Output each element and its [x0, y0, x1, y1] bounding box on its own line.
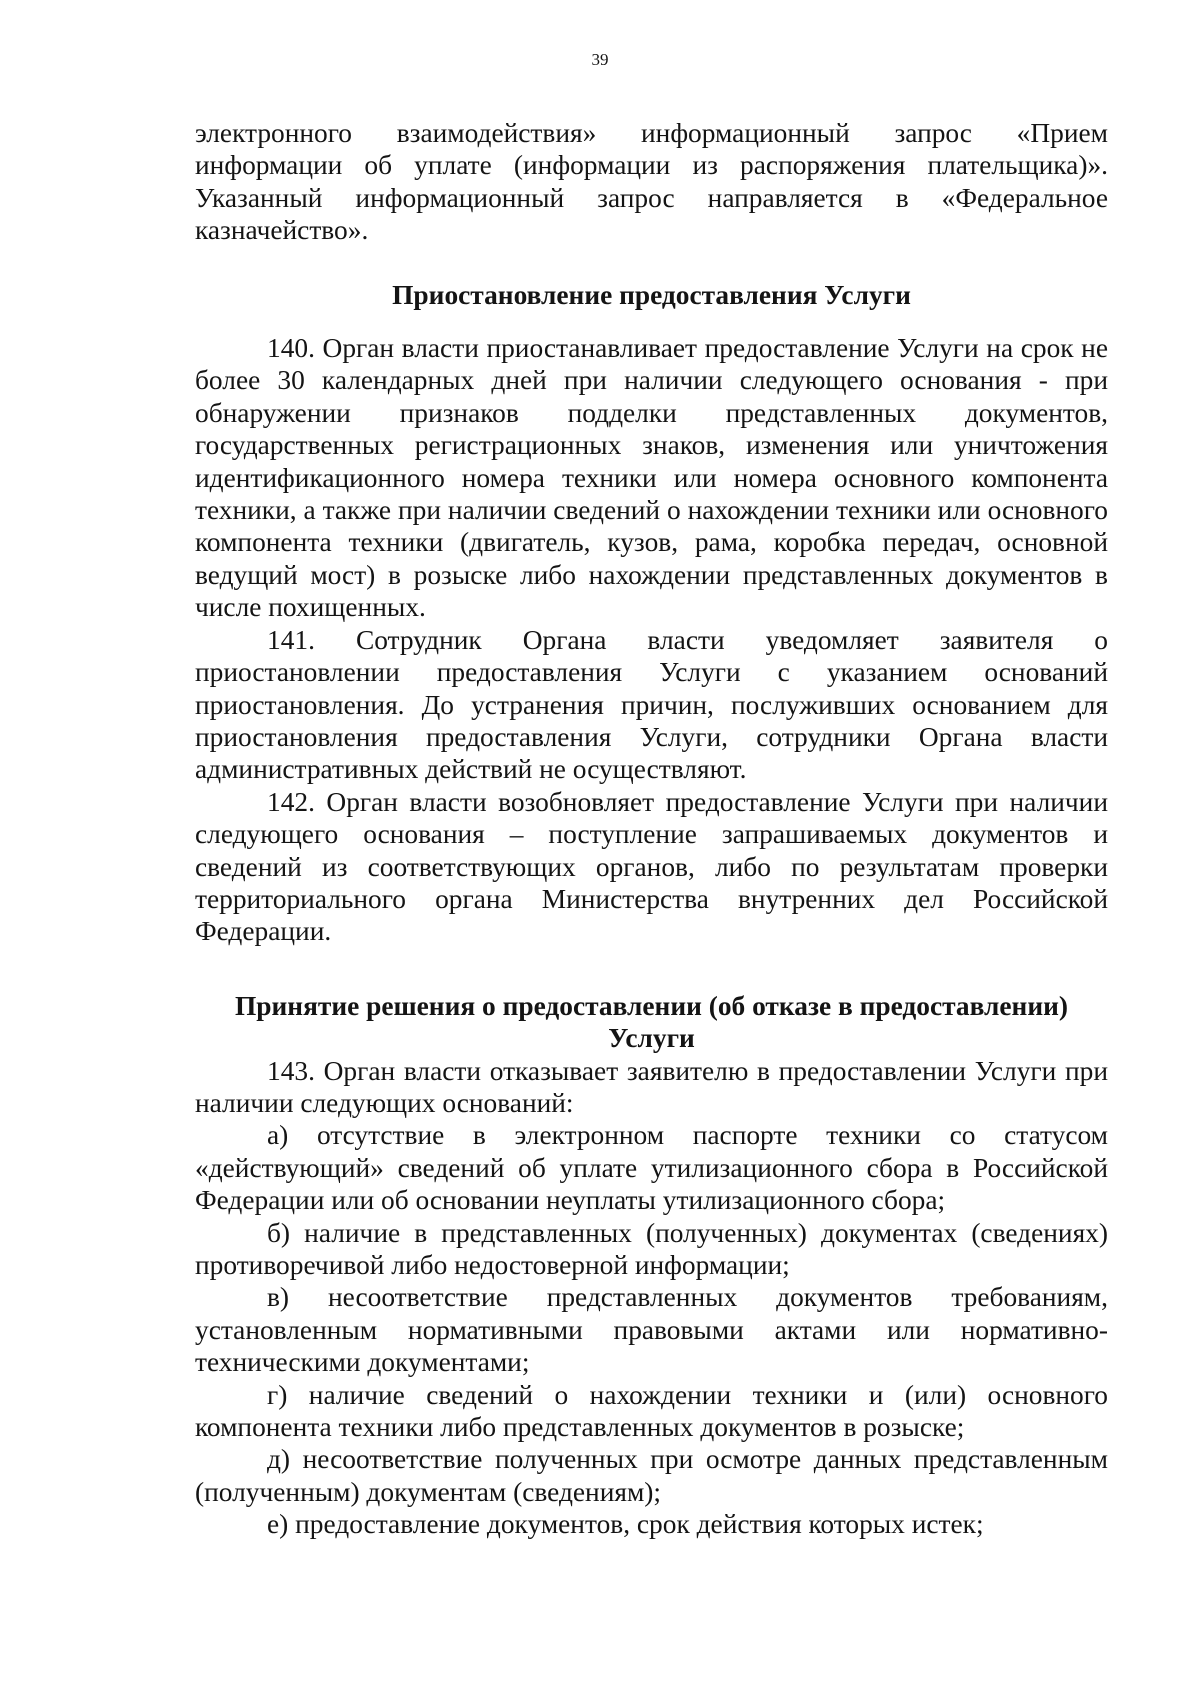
list-item-e: е) предоставление документов, срок действия которых истек; [267, 1509, 984, 1540]
paragraph-141: 141. Сотрудник Органа власти уведомляет заявителя о приостановлении предоставления Услуги с указанием оснований приостановления. До устранения причин, послуживших основанием для приостановления предоставления Услуги, сотрудники Органа власти административных действий не осуществляют. [195, 624, 1108, 785]
intro-paragraph: электронного взаимодействия» информационный запрос «Прием информации об уплате (информации из распоряжения плательщика)». Указанный информационный запрос направляется в «Федеральное казначейство». [195, 118, 1108, 246]
list-item-b: б) наличие в представленных (полученных) документах (сведениях) противоречивой либо недостоверной информации; [195, 1217, 1108, 1280]
list-item-g: г) наличие сведений о нахождении техники и (или) основного компонента техники либо представленных документов в розыске; [195, 1379, 1108, 1443]
paragraph-142: 142. Орган власти возобновляет предоставление Услуги при наличии следующего основания – поступление запрашиваемых документов и сведений из соответствующих органов, либо по результатам проверки территориального органа Министерства внутренних дел Российской Федерации. [195, 786, 1108, 947]
paragraph-140: 140. Орган власти приостанавливает предоставление Услуги на срок не более 30 календарных дней при наличии следующего основания - при обнаружении признаков подделки представленных документов, государственных регистрационных знаков, изменения или уничтожения идентификационного номера техники или номера основного компонента техники, а также при наличии сведений о нахождении техники или основного компонента техники (двигатель, кузов, рама, коробка передач, основной ведущий мост) в розыске либо нахождении представленных документов в числе похищенных. [195, 333, 1108, 623]
document-body [195, 117, 1108, 1541]
list-item-v: в) несоответствие представленных документов требованиям, установленным нормативными правовыми актами или нормативно-техническими документами; [195, 1282, 1108, 1378]
list-item-a: а) отсутствие в электронном паспорте техники со статусом «действующий» сведений об уплате утилизационного сбора в Российской Федерации или об основании неуплаты утилизационного сбора; [195, 1120, 1108, 1216]
section-title-suspension: Приостановление предоставления Услуги [392, 279, 911, 310]
section-title-decision: Принятие решения о предоставлении (об отказе в предоставлении) Услуги [234, 990, 1069, 1054]
paragraph-143: 143. Орган власти отказывает заявителю в предоставлении Услуги при наличии следующих оснований: [195, 1055, 1108, 1118]
page-number: 39 [591, 50, 609, 69]
list-item-d: д) несоответствие полученных при осмотре данных представленным (полученным) документам (сведениям); [195, 1444, 1108, 1507]
